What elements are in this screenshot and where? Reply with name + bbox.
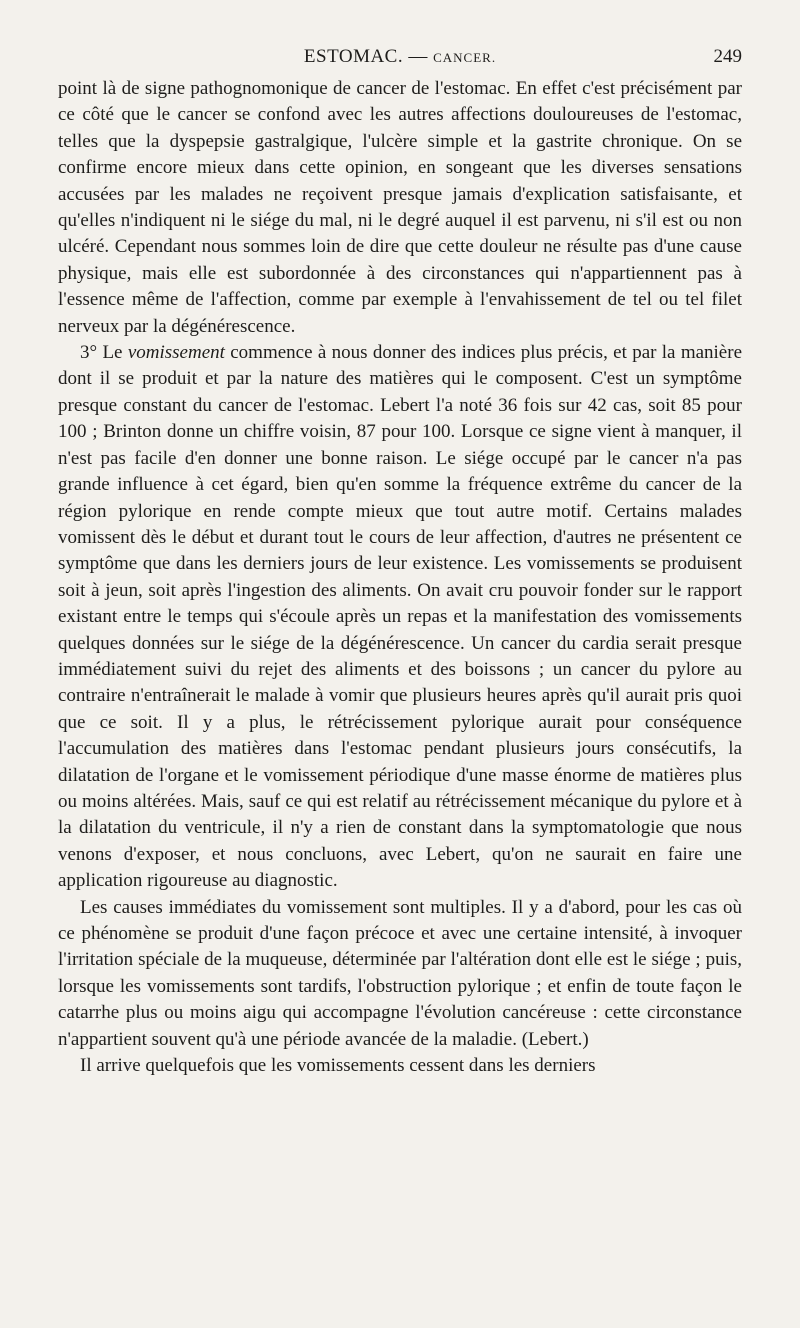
section-number: 3°	[80, 342, 98, 364]
running-header	[58, 40, 742, 74]
running-title-main: ESTOMAC. —	[303, 46, 428, 67]
paragraph-vomissement	[58, 340, 742, 895]
paragraph-continuation: point là de signe pathognomonique de cancer de l'estomac. En effet c'est précisément par ce côté que le cancer se confond avec les autres affections douloureuses de l'estomac, telles que la dyspepsie gastralgique, l'ulcère simple et la gastrite chronique. On se confirme encore mieux dans cette opinion, en songeant que les diverses sensations accusées par les malades ne reçoivent presque jamais d'explication satisfaisante, et qu'elles n'indiquent ni le siége du mal, ni le degré auquel il est parvenu, ni s'il est ou non ulcéré. Cependant nous sommes loin de dire que cette douleur ne résulte pas d'une cause physique, mais elle est subordonnée à des circonstances qui n'appartiennent pas à l'essence même de l'affection, comme par exemple à l'envahissement de tel ou tel filet nerveux par la dégénérescence.	[58, 78, 742, 337]
paragraph-causes: Les causes immédiates du vomissement sont multiples. Il y a d'abord, pour les cas où ce phénomène se produit d'une façon précoce et avec une certaine intensité, à invoquer l'irritation spéciale de la muqueuse, déterminée par l'altération dont elle est le siége ; puis, lorsque les vomissements sont tardifs, l'obstruction pylorique ; et enfin de toute façon le catarrhe plus ou moins aigu qui accompagne l'évolution cancéreuse : cette circonstance n'appartient souvent qu'à une période avancée de la maladie. (Lebert.)	[58, 896, 742, 1050]
running-title-sub: CANCER.	[433, 50, 497, 65]
body-text	[58, 76, 742, 1079]
page-number: 249	[713, 46, 742, 67]
running-title	[58, 40, 742, 75]
paragraph-lead: Le	[102, 342, 123, 364]
emphasized-term: vomissement	[127, 342, 225, 364]
paragraph-body: commence à nous donner des indices plus précis, et par la manière dont il se produit et par la nature des matières qui le composent. C'est un symptôme presque constant du cancer de l'estomac. Lebert l'a noté 36 fois sur 42 cas, soit 85 pour 100 ; Brinton donne un chiffre voisin, 87 pour 100. Lorsque ce signe vient à manquer, il n'est pas facile d'en donner une bonne raison. Le siége occupé par le cancer n'a pas grande influence à cet égard, bien qu'en somme la fréquence extrême du cancer de la région pylorique en rende compte mieux que tout autre motif. Certains malades vomissent dès le début et durant tout le cours de leur affection, d'autres ne présentent ce symptôme que dans les derniers jours de leur existence. Les vomissements se produisent soit à jeun, soit après l'ingestion des aliments. On avait cru pouvoir fonder sur le rapport existant entre le temps qui s'écoule après un repas et la manifestation des vomissements quelques données sur le siége de la dégénérescence. Un cancer du cardia serait presque immédiatement suivi du rejet des aliments et des boissons ; un cancer du pylore au contraire n'entraînerait le malade à vomir que plusieurs heures après qu'il aurait pris quoi que ce soit. Il y a plus, le rétrécissement pylorique aurait pour conséquence l'accumulation des matières dans l'estomac pendant plusieurs jours consécutifs, la dilatation de l'organe et le vomissement périodique d'une masse énorme de matières plus ou moins altérées. Mais, sauf ce qui est relatif au rétrécissement mécanique du pylore et à la dilatation du ventricule, il n'y a rien de constant dans la symptomatologie que nous venons d'exposer, et nous concluons, avec Lebert, qu'on ne saurait en faire une application rigoureuse au diagnostic.	[58, 342, 742, 892]
paragraph-final-line: Il arrive quelquefois que les vomissements cessent dans les derniers	[80, 1055, 596, 1077]
